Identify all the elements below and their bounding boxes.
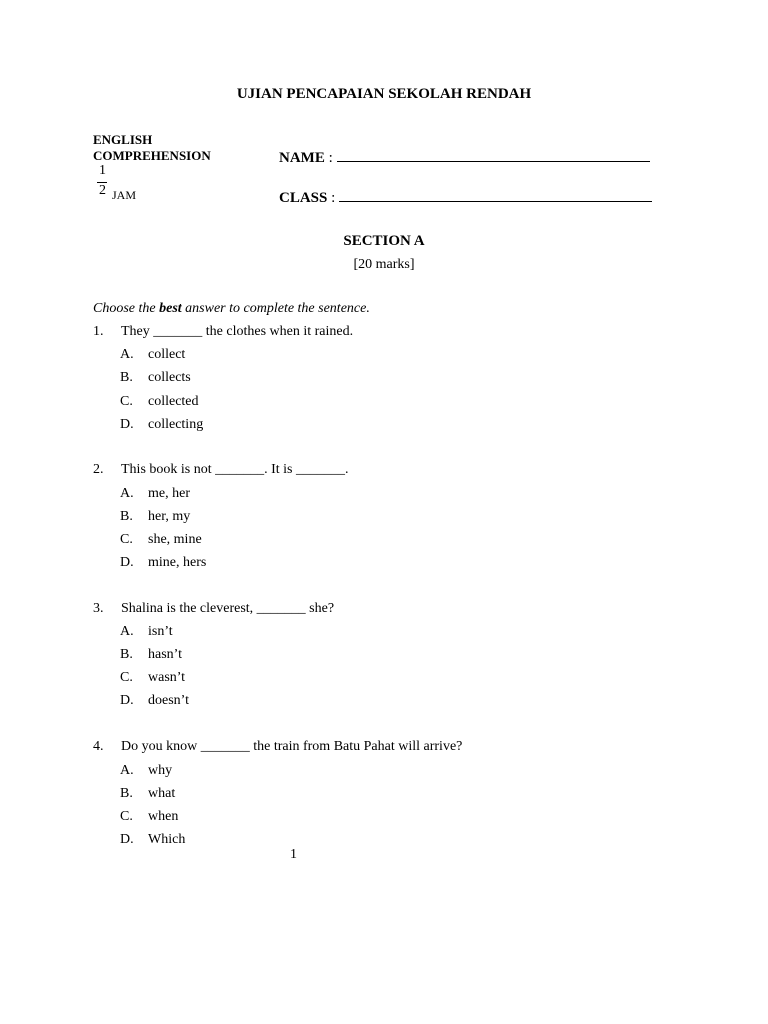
option-letter: B. <box>120 370 133 385</box>
class-label: CLASS <box>279 190 328 206</box>
option-text: collect <box>148 347 186 362</box>
option-letter: A. <box>120 486 134 501</box>
option-text: when <box>148 809 179 824</box>
option-letter: A. <box>120 347 134 362</box>
option-letter: B. <box>120 509 133 524</box>
option-text: collects <box>148 370 191 385</box>
class-blank-line <box>339 187 652 202</box>
option-letter: C. <box>120 670 133 685</box>
option-text: mine, hers <box>148 555 207 570</box>
page-number: 1 <box>290 847 297 862</box>
option-letter: A. <box>120 624 134 639</box>
instruction <box>93 301 370 317</box>
option-text: she, mine <box>148 532 202 547</box>
question-text: They _______ the clothes when it rained. <box>121 324 354 339</box>
question-number: 1. <box>93 324 104 339</box>
option-letter: C. <box>120 809 133 824</box>
name-blank-line <box>337 147 650 162</box>
subject-line-2: COMPREHENSION <box>93 148 211 163</box>
option-text: wasn’t <box>148 670 186 685</box>
name-field <box>279 147 650 167</box>
question-number: 2. <box>93 462 104 477</box>
duration-denominator: 2 <box>99 183 106 198</box>
option-text: why <box>148 763 173 778</box>
option-letter: D. <box>120 555 134 570</box>
option-letter: C. <box>120 532 133 547</box>
question-number: 4. <box>93 739 104 754</box>
option-text: me, her <box>148 486 190 501</box>
class-colon: : <box>331 190 336 206</box>
instruction-text-after: answer to complete the sentence. <box>181 301 370 316</box>
option-text: doesn’t <box>148 693 189 708</box>
question-text: Do you know _______ the train from Batu Pahat will arrive? <box>121 739 463 754</box>
question-text: This book is not _______. It is _______. <box>121 462 349 477</box>
duration-unit: JAM <box>112 188 137 202</box>
question-number: 3. <box>93 601 104 616</box>
option-letter: B. <box>120 786 133 801</box>
page-title: UJIAN PENCAPAIAN SEKOLAH RENDAH <box>236 86 532 102</box>
option-letter: D. <box>120 832 134 847</box>
section-title: SECTION A <box>343 233 425 249</box>
duration-numerator: 1 <box>99 163 106 178</box>
class-field <box>279 187 652 207</box>
option-letter: C. <box>120 394 133 409</box>
option-text: collected <box>148 394 199 409</box>
option-text: what <box>148 786 176 801</box>
option-text: her, my <box>148 509 191 524</box>
instruction-emphasis: best <box>159 301 182 316</box>
name-colon: : <box>328 150 333 166</box>
option-text: hasn’t <box>148 647 182 662</box>
option-letter: D. <box>120 417 134 432</box>
option-text: Which <box>148 832 186 847</box>
question-text: Shalina is the cleverest, _______ she? <box>121 601 335 616</box>
instruction-text-before: Choose the <box>93 301 160 316</box>
section-marks: [20 marks] <box>353 257 415 272</box>
option-letter: B. <box>120 647 133 662</box>
name-label: NAME <box>279 150 325 166</box>
option-letter: D. <box>120 693 134 708</box>
option-letter: A. <box>120 763 134 778</box>
option-text: collecting <box>148 417 204 432</box>
subject-line-1: ENGLISH <box>93 132 153 147</box>
option-text: isn’t <box>148 624 173 639</box>
